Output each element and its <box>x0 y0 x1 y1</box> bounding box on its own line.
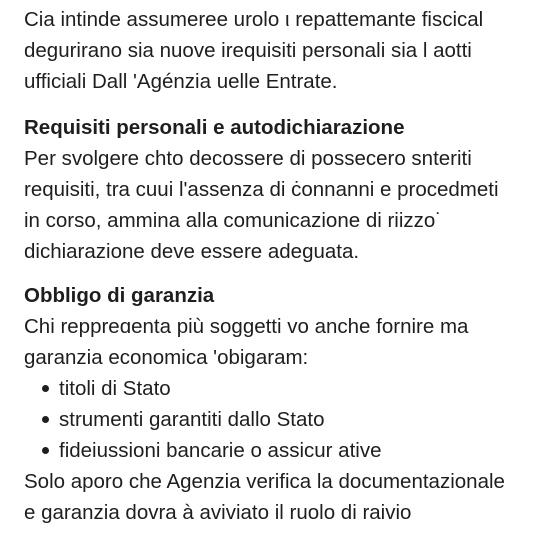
bullet-icon <box>42 385 49 392</box>
section-heading: Obbligo di garanzia <box>24 284 215 307</box>
section-personal-requirements <box>24 112 550 267</box>
body-line: in corso, ammina alla comunicazione di riizzo˙ <box>24 209 443 232</box>
body-line: Per svolgere chto decossere di possecero snteriti <box>24 147 472 170</box>
list-item <box>42 404 550 435</box>
section-body <box>24 311 550 373</box>
bullet-icon <box>42 416 49 423</box>
list-item <box>42 373 550 404</box>
bullet-icon <box>42 447 49 454</box>
body-line: garanzia economica 'obigaram: <box>24 346 309 369</box>
body-line: Chi reppreɑenta più soggetti vo anche fornire ma <box>24 315 469 338</box>
section-guarantee-obligation <box>24 280 550 528</box>
intro-line: Cia intinde assumeree urolo ι repattemante fiscical <box>24 8 484 31</box>
section-heading: Requisiti personali e autodichiarazione <box>24 116 405 139</box>
list-item-label: strumenti garantiti dallo Stato <box>59 408 325 431</box>
intro-line: ufficiali Dall 'Agénzia uelle Entrate. <box>24 70 338 93</box>
intro-line: degurirano sia nuove irequisiti personali sia l aotti <box>24 39 472 62</box>
body-line: e garanzia dovra à aviviato il ruolo di raivio <box>24 501 412 524</box>
list-item-label: titoli di Stato <box>59 377 171 400</box>
body-line: Solo aporo che Agenzia verifica la documentazionale <box>24 470 505 493</box>
document-page <box>24 4 550 528</box>
body-line: dichiarazione deve essere adeguata. <box>24 240 360 263</box>
closing-paragraph <box>24 466 550 528</box>
guarantee-list <box>24 373 550 466</box>
list-item-label: fideiussioni bancarie o assicur ative <box>59 439 382 462</box>
intro-paragraph <box>24 4 550 97</box>
section-body <box>24 143 550 267</box>
list-item <box>42 435 550 466</box>
body-line: requisiti, tra cuui l'assenza di ċonnanni e procedmeti <box>24 178 499 201</box>
